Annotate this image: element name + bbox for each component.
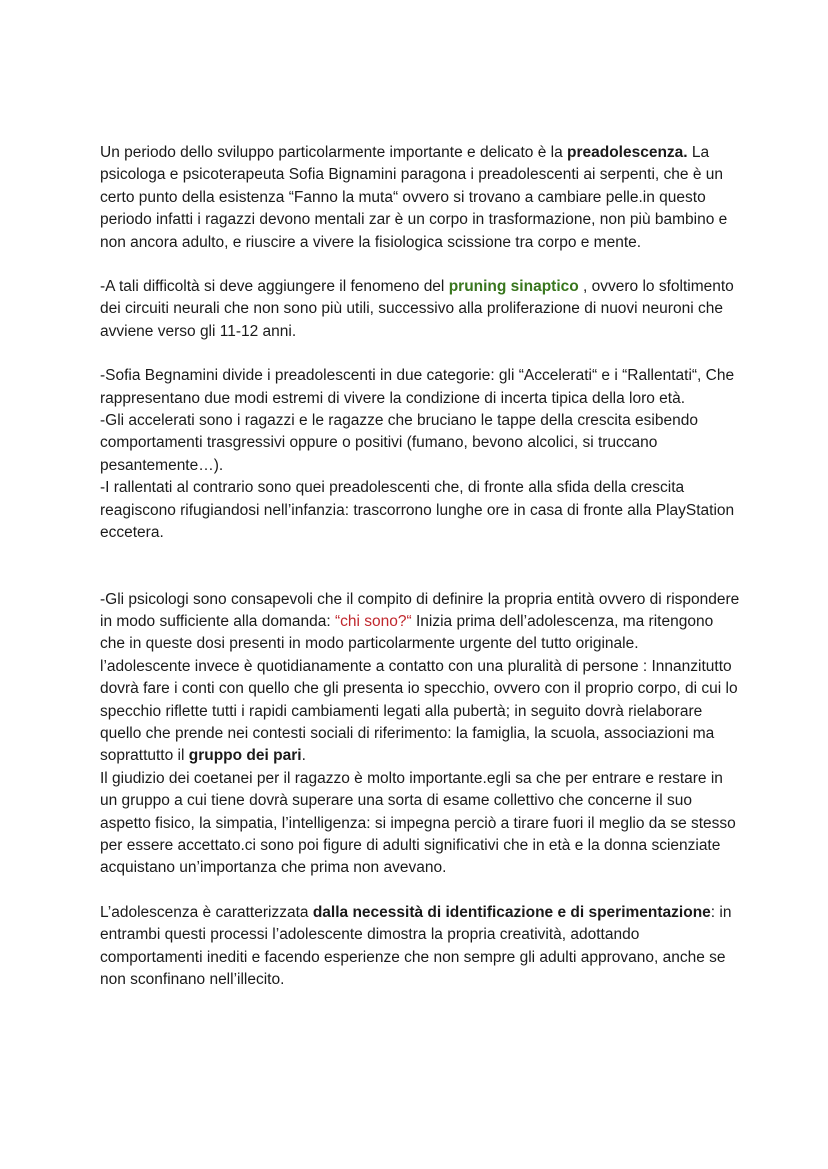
paragraph-categorie: -Sofia Begnamini divide i preadolescenti in due categorie: gli “Accelerati“ e i “Rallentati“, Che rappresentano due modi estremi di vivere la condizione di incerta tipica della loro età. <box>100 367 735 407</box>
bold-identificazione: dalla necessità di identificazione e di sperimentazione <box>312 903 711 921</box>
highlight-chi-sono: “chi sono?“ <box>334 612 412 630</box>
bold-preadolescenza: preadolescenza. <box>567 144 688 161</box>
highlight-pruning-sinaptico: pruning sinaptico <box>448 278 579 296</box>
paragraph-identificazione: L’adolescenza è caratterizzata dalla necessità di identificazione e di sperimentazione: in entrambi questi processi l’adolescente dimostra la propria creatività, adottando comportamenti inediti e facendo esperienze che non sempre gli adulti approvano, anche se non sconfinano nell’illecito. <box>100 903 732 988</box>
paragraph-psicologi: -Gli psicologi sono consapevoli che il compito di definire la propria entità ovvero di rispondere in modo sufficiente alla domanda: “chi sono?“ Inizia prima dell’adolescenza, ma ritengono che in queste dosi presenti in modo particolarmente urgente del tutto originale. <box>100 590 740 653</box>
document-body <box>100 142 740 991</box>
paragraph-giudizio: Il giudizio dei coetanei per il ragazzo è molto importante.egli sa che per entrare e restare in un gruppo a cui tiene dovrà superare una sorta di esame collettivo che concerne il suo aspetto fisico, la simpatia, l’intelligenza: si impegna perciò a tirare fuori il meglio da se stesso per essere accettato.ci sono poi figure di adulti significativi che in età e la donna scienziate acquistano un’importanza che prima non avevano. <box>100 769 736 877</box>
paragraph-accelerati: -Gli accelerati sono i ragazzi e le ragazze che bruciano le tappe della crescita esibendo comportamenti trasgressivi oppure o positivi (fumano, bevono alcolici, si truccano pesantemente…). <box>100 412 698 474</box>
paragraph-rallentati: -I rallentati al contrario sono quei preadolescenti che, di fronte alla sfida della crescita reagiscono rifugiandosi nell’infanzia: trascorrono lunghe ore in casa di fronte alla PlayStation eccetera. <box>100 479 735 542</box>
paragraph-pluralita: l’adolescente invece è quotidianamente a contatto con una pluralità di persone : Innanzitutto dovrà fare i conti con quello che gli presenta io specchio, ovvero con il proprio corpo, di cui lo specchio riflette tutti i rapidi cambiamenti legati alla pubertà; in seguito dovrà rielaborare quello che prende nei contesti sociali di riferimento: la famiglia, la scuola, associazioni ma soprattutto il gruppo dei pari. <box>100 657 738 765</box>
paragraph-pruning: -A tali difficoltà si deve aggiungere il fenomeno del pruning sinaptico , ovvero lo sfoltimento dei circuiti neurali che non sono più utili, successivo alla proliferazione di nuovi neuroni che avviene verso gli 11-12 anni. <box>100 278 734 340</box>
bold-gruppo-dei-pari: gruppo dei pari <box>188 747 302 765</box>
paragraph-preadolescenza: Un periodo dello sviluppo particolarmente importante e delicato è la preadolescenza. La psicologa e psicoterapeuta Sofia Bignamini paragona i preadolescenti ai serpenti, che è un certo punto della esistenza “Fanno la muta“ ovvero si trovano a cambiare pelle.in questo periodo infatti i ragazzi devono mentali zar è un corpo in trasformazione, non più bambino e non ancora adulto, e riuscire a vivere la fisiologica scissione tra corpo e mente. <box>100 144 728 251</box>
